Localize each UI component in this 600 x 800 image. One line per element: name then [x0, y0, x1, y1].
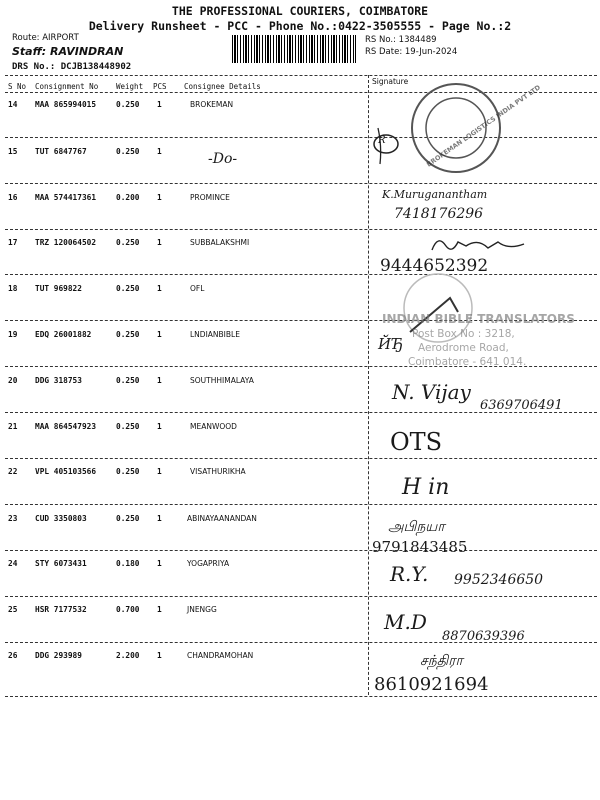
bible-stamp-line2: Aerodrome Road, [418, 342, 509, 354]
row-sno: 21 [8, 422, 18, 431]
rs-number: RS No.: 1384489 [365, 35, 437, 45]
phone-20: 6369706491 [480, 398, 563, 413]
col-pcs: PCS [153, 82, 167, 91]
signature-25: M.D [384, 610, 427, 634]
row-sno: 22 [8, 467, 18, 476]
row-sno: 26 [8, 651, 18, 660]
row-separator [5, 229, 597, 230]
row-pcs: 1 [157, 467, 162, 476]
row-consignment: EDQ 26001882 [35, 330, 92, 339]
row-weight: 0.250 [116, 330, 140, 339]
row-pcs: 1 [157, 100, 162, 109]
rs-date: RS Date: 19-Jun-2024 [365, 47, 458, 57]
signature-24: R.Y. [390, 562, 429, 586]
phone-24: 9952346650 [454, 572, 544, 588]
row-weight: 0.200 [116, 193, 140, 202]
row-weight: 0.700 [116, 605, 140, 614]
row-consignment: TRZ 120064502 [35, 238, 97, 247]
phone-17: 9444652392 [380, 256, 489, 276]
row-consignee: VISATHURIKHA [190, 467, 246, 476]
company-stamp-text: BROKEMAN LOGISTICS INDIA PVT LTD [425, 83, 542, 169]
company-stamp-graphic [408, 80, 504, 176]
row-pcs: 1 [157, 605, 162, 614]
row-sno: 15 [8, 147, 18, 156]
row-consignment: DDG 293989 [35, 651, 82, 660]
row-weight: 0.250 [116, 100, 140, 109]
row-consignment: MAA 865994015 [35, 100, 97, 109]
col-signature: Signature [372, 77, 409, 86]
row-sno: 19 [8, 330, 18, 339]
row-separator [5, 274, 597, 275]
col-consignment: Consignment No [35, 82, 99, 91]
phone-26: 8610921694 [374, 674, 489, 695]
row-sno: 24 [8, 559, 18, 568]
row-sno: 16 [8, 193, 18, 202]
row-consignee: OFL [190, 284, 205, 293]
phone-16: 7418176296 [394, 206, 484, 222]
row-weight: 0.250 [116, 467, 140, 476]
row-consignee: YOGAPRIYA [187, 559, 230, 568]
row-pcs: 1 [157, 193, 162, 202]
row-pcs: 1 [157, 422, 162, 431]
row-consignment: DDG 318753 [35, 376, 82, 385]
row-consignee: SOUTHHIMALAYA [190, 376, 254, 385]
row-weight: 2.200 [116, 651, 140, 660]
row-separator [5, 596, 597, 597]
row-separator [5, 550, 597, 551]
row-consignee: ABINAYAANANDAN [187, 514, 257, 523]
signature-column-divider [368, 75, 369, 695]
row-weight: 0.250 [116, 238, 140, 247]
row-separator [5, 137, 597, 138]
row-consignee: BROKEMAN [190, 100, 234, 109]
signature-16: K.Muruganantham [382, 188, 488, 201]
row-sno: 25 [8, 605, 18, 614]
row-pcs: 1 [157, 284, 162, 293]
signature-19: ЙЂ [378, 335, 404, 353]
row-weight: 0.250 [116, 422, 140, 431]
signature-21: OTS [390, 428, 443, 456]
barcode [232, 35, 356, 63]
row-sno: 18 [8, 284, 18, 293]
bible-stamp-line3: Coimbatore - 641 014. [408, 356, 527, 368]
row-pcs: 1 [157, 147, 162, 156]
row-weight: 0.180 [116, 559, 140, 568]
row-consignment: STY 6073431 [35, 559, 87, 568]
row-consignment: MAA 864547923 [35, 422, 97, 431]
row-consignee-handwritten: -Do- [208, 151, 238, 167]
signature-20: N. Vijay [392, 380, 471, 404]
table-top-rule [5, 75, 597, 76]
signature-26: சந்திரா [420, 653, 463, 669]
row-consignee: LNDIANBIBLE [190, 330, 240, 339]
initial-circle [370, 126, 406, 166]
row-consignee: SUBBALAKSHMI [190, 238, 250, 247]
row-consignment: TUT 6847767 [35, 147, 87, 156]
row-sno: 23 [8, 514, 18, 523]
row-weight: 0.250 [116, 376, 140, 385]
row-consignment: TUT 969822 [35, 284, 82, 293]
runsheet-subtitle: Delivery Runsheet - PCC - Phone No.:0422-3505555 - Page No.:2 [88, 19, 512, 33]
table-bottom-rule [5, 696, 597, 697]
col-weight: Weight [116, 82, 144, 91]
signature-15: R [378, 135, 386, 146]
row-pcs: 1 [157, 514, 162, 523]
row-pcs: 1 [157, 376, 162, 385]
row-sno: 20 [8, 376, 18, 385]
row-separator [5, 458, 597, 459]
col-consignee: Consignee Details [184, 82, 261, 91]
row-pcs: 1 [157, 238, 162, 247]
row-consignee: CHANDRAMOHAN [187, 651, 254, 660]
signature-22: H in [402, 475, 450, 500]
col-sno: S No [8, 82, 27, 91]
row-consignee: MEANWOOD [190, 422, 237, 431]
row-separator [5, 183, 597, 184]
row-weight: 0.250 [116, 514, 140, 523]
route-label: Route: AIRPORT [12, 33, 79, 43]
phone-23: 9791843485 [372, 538, 468, 556]
bible-stamp-line1: Post Box No : 3218, [412, 328, 515, 340]
row-weight: 0.250 [116, 147, 140, 156]
row-consignment: CUD 3350803 [35, 514, 87, 523]
row-separator [5, 504, 597, 505]
bible-stamp-title: INDIAN BIBLE TRANSLATORS [382, 312, 575, 326]
row-sno: 17 [8, 238, 18, 247]
phone-25: 8870639396 [442, 629, 525, 644]
row-pcs: 1 [157, 330, 162, 339]
header-rule [5, 92, 597, 93]
row-consignment: VPL 405103566 [35, 467, 97, 476]
signature-17 [428, 232, 528, 256]
row-consignment: MAA 574417361 [35, 193, 97, 202]
row-consignment: HSR 7177532 [35, 605, 87, 614]
row-pcs: 1 [157, 651, 162, 660]
row-consignee: JNENGG [187, 605, 217, 614]
row-pcs: 1 [157, 559, 162, 568]
row-consignee: PROMINCE [190, 193, 230, 202]
staff-label: Staff: RAVINDRAN [12, 45, 124, 58]
company-title: THE PROFESSIONAL COURIERS, COIMBATORE [171, 4, 429, 18]
drs-number: DRS No.: DCJB138448902 [12, 62, 132, 72]
signature-23: அபிநயா [388, 519, 445, 535]
row-weight: 0.250 [116, 284, 140, 293]
row-sno: 14 [8, 100, 18, 109]
